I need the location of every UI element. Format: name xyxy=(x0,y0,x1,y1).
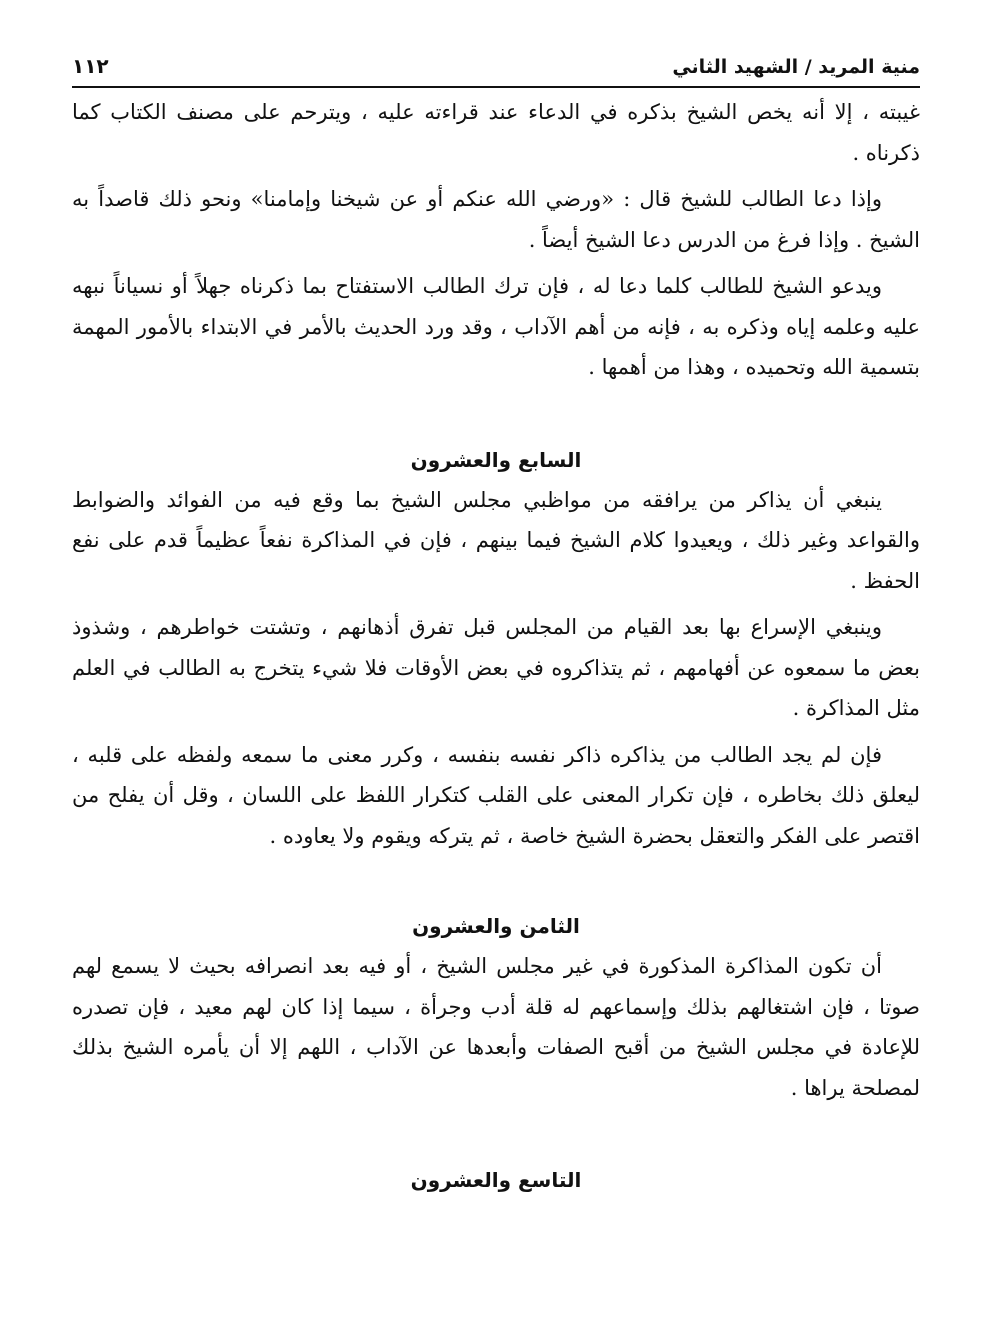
paragraph: فإن لم يجد الطالب من يذاكره ذاكر نفسه بنفسه ، وكرر معنى ما سمعه ولفظه على قلبه ، ليعلق ذلك بخاطره ، فإن تكرار المعنى على القلب كتكرار اللفظ على اللسان ، وقل أن يفلح من اقتصر على الفكر والتعقل بحضرة الشيخ خاصة ، ثم يتركه ويقوم ولا يعاوده . xyxy=(72,742,920,848)
paragraph: أن تكون المذاكرة المذكورة في غير مجلس الشيخ ، أو فيه بعد انصرافه بحيث لا يسمع لهم صوتا ، فإن اشتغالهم بذلك وإسماعهم له قلة أدب وجرأة ، سيما إذا كان لهم معيد ، فإن تصدره للإعادة في مجلس الشيخ من أقبح الصفات وأبعدها عن الآداب ، اللهم إلا أن يأمره الشيخ بذلك لمصلحة يراها . xyxy=(72,954,920,1100)
book-page xyxy=(72,50,920,1310)
page-body xyxy=(72,92,920,1200)
page-number: ١١٢ xyxy=(72,54,109,78)
section-heading: الثامن والعشرون xyxy=(412,914,580,938)
paragraph: وينبغي الإسراع بها بعد القيام من المجلس قبل تفرق أذهانهم ، وتشتت خواطرهم ، وشذوذ بعض ما سمعوه عن أفهامهم ، ثم يتذاكروه في بعض الأوقات فلا شيء يتخرج به الطالب في العلم مثل المذاكرة . xyxy=(72,615,920,720)
paragraph: وإذا دعا الطالب للشيخ قال : «ورضي الله عنكم أو عن شيخنا وإمامنا» ونحو ذلك قاصداً به الشيخ . وإذا فرغ من الدرس دعا الشيخ أيضاً . xyxy=(72,187,920,252)
paragraph: غيبته ، إلا أنه يخص الشيخ بذكره في الدعاء عند قراءته عليه ، ويترحم على مصنف الكتاب كما ذكرناه . xyxy=(72,100,920,165)
running-header xyxy=(72,50,920,88)
paragraph: ينبغي أن يذاكر من يرافقه من مواظبي مجلس الشيخ بما وقع فيه من الفوائد والضوابط والقواعد وغير ذلك ، ويعيدوا كلام الشيخ فيما بينهم ، فإن في المذاكرة نفعاً عظيماً قدم على نفع الحفظ . xyxy=(72,487,920,593)
section-heading: السابع والعشرون xyxy=(410,447,582,472)
section-heading: التاسع والعشرون xyxy=(410,1168,582,1192)
paragraph: ويدعو الشيخ للطالب كلما دعا له ، فإن ترك الطالب الاستفتاح بما ذكرناه جهلاً أو نسياناً نبهه عليه وعلمه إياه وذكره به ، فإنه من أهم الآداب ، وقد ورد الحديث بالأمر في الابتداء بالأمور المهمة بتسمية الله وتحميده ، وهذا من أهمها . xyxy=(72,274,920,379)
header-title: منية المريد / الشهيد الثاني xyxy=(672,56,920,78)
